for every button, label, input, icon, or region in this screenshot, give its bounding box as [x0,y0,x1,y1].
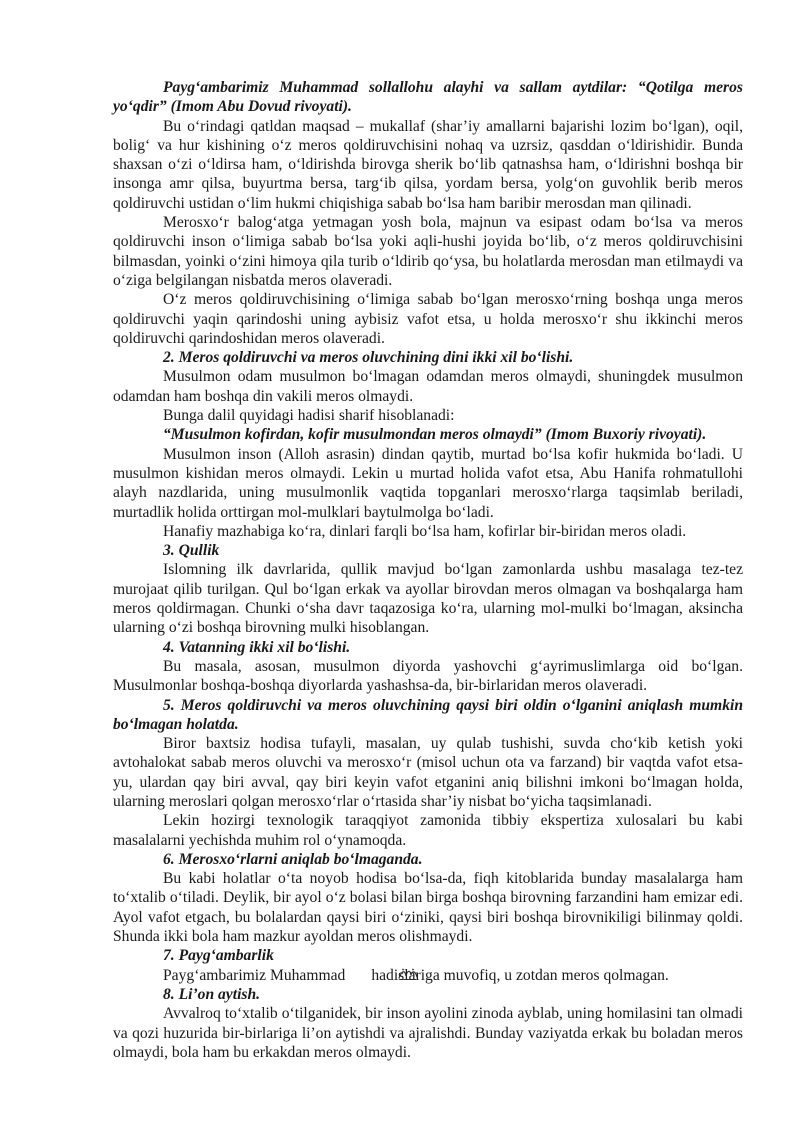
paragraph: Avvalroq to‘xtalib o‘tilganidek, bir inson ayolini zinoda ayblab, uning homilasini tan olmadi va qozi huzurida bir-birlariga li’on aytishdi va ajralishdi. Bunday vaziyatda erkak bu boladan meros olmaydi, bola ham bu erkakdan meros olmaydi. [113,1005,743,1061]
paragraph: Hanafiy mazhabiga ko‘ra, dinlari farqli bo‘lsa ham, kofirlar bir-biridan meros oladi. [163,522,687,540]
hadith-quote: Payg‘ambarimiz Muhammad sollallohu alayhi va sallam aytdilar: “Qotilga meros yo‘qdir” (Imom Abu Dovud rivoyati). [113,79,743,116]
section-heading-6: 6. Merosxo‘rlarni aniqlab bo‘lmaganda. [163,850,423,868]
section-heading-8: 8. Li’on aytish. [163,985,261,1003]
paragraph: Bunga dalil quyidagi hadisi sharif hisoblanadi: [163,407,455,425]
paragraph [113,966,743,985]
paragraph: Bu kabi holatlar o‘ta noyob hodisa bo‘lsa-da, fiqh kitoblarida bunday masalalarga ham to‘xtalib o‘tiladi. Deylik, bir ayol o‘z bolasi bilan birga boshqa birovning farzandini ham emizar edi. Ayol vafot etgach, bu bolalardan qaysi biri o‘ziniki, qaysi biri boshqa birovnikiligi bilinmay qoldi. Shunda ikki bola ham mazkur ayoldan meros olishmaydi. [113,870,743,946]
seal-line-end: hadislariga muvofiq, u zotdan meros qolmagan. [371,966,669,984]
section-heading-2: 2. Meros qoldiruvchi va meros oluvchining dini ikki xil bo‘lishi. [163,349,574,367]
section-heading-5: 5. Meros qoldiruvchi va meros oluvchining qaysi biri oldin o‘lganini aniqlash mumkin bo‘lmagan holatda. [113,696,743,733]
paragraph: O‘z meros qoldiruvchisining o‘limiga sabab bo‘lgan merosxo‘rning boshqa unga meros qoldiruvchi yaqin qarindoshi uning aybisiz vafot etsa, u holda merosxo‘r shu ikkinchi meros qoldiruvchi qarindoshidan meros olaveradi. [113,291,743,347]
paragraph: Islomning ilk davrlarida, qullik mavjud bo‘lgan zamonlarda ushbu masalaga tez-tez murojaat qilib turilgan. Qul bo‘lgan erkak va ayollar birovdan meros olmagan va boshqalarga ham meros qoldirmagan. Chunki o‘sha davr taqazosiga ko‘ra, ularning mol-mulki bo‘lmagan, aksincha ularning o‘zi boshqa birovning mulki hisoblangan. [113,561,743,637]
paragraph: Biror baxtsiz hodisa tufayli, masalan, uy qulab tushishi, suvda cho‘kib ketish yoki avtohalokat sabab meros oluvchi va merosxo‘r (misol uchun ota va farzand) bir vaqtda vafot etsa-yu, ulardan qay biri avval, qay biri keyin vafot etganini aniq bilishni imkoni bo‘lmagan holda, ularning meroslari qolgan merosxo‘rlar o‘rtasida shar’iy nisbat bo‘yicha taqsimlanadi. [113,735,743,810]
section-heading-4: 4. Vatanning ikki xil bo‘lishi. [163,638,351,656]
section-heading-7: 7. Payg‘ambarlik [163,947,274,965]
paragraph: Merosxo‘r balog‘atga yetmagan yosh bola, majnun va esipast odam bo‘lsa va meros qoldiruvchi inson o‘limiga sabab bo‘lsa yoki aqli-hushi joyida bo‘lib, o‘z meros qoldiruvchisini bilmasdan, yoinki o‘zini himoya qila turib o‘ldirib qo‘ysa, bu holatlarda merosdan man etilmaydi va o‘ziga belgilangan nisbatda meros olaveradi. [113,214,743,289]
paragraph: Lekin hozirgi texnologik taraqqiyot zamonida tibbiy ekspertiza xulosalari bu kabi masalalarni yechishda muhim rol o‘ynamoqda. [113,812,743,849]
paragraph: Bu o‘rindagi qatldan maqsad – mukallaf (shar’iy amallarni bajarishi lozim bo‘lgan), oqil, bolig‘ va hur kishining o‘z meros qoldiruvchisini nohaq va uzrsiz, qasddan o‘ldirishidir. Bunda shaxsan o‘zi o‘ldirsa ham, o‘ldirishda birovga sherik bo‘lib qatnashsa ham, o‘ldirishni boshqa bir insonga amr qilsa, buyurtma bersa, targ‘ib qilsa, yordam bersa, yolg‘on guvohlik berib meros qoldiruvchi ustidan o‘lim hukmi chiqishiga sabab bo‘lsa ham baribir merosdan man qilinadi. [113,117,743,212]
paragraph: Bu masala, asosan, musulmon diyorda yashovchi g‘ayrimuslimlarga oid bo‘lgan. Musulmonlar boshqa-boshqa diyorlarda yashashsa-da, bir-birlaridan meros olaveradi. [113,657,743,695]
salawat-calligraphy-icon [347,967,369,981]
hadith-quote: “Musulmon kofirdan, kofir musulmondan meros olmaydi” (Imom Buxoriy rivoyati). [163,426,707,444]
paragraph: Musulmon odam musulmon bo‘lmagan odamdan meros olmaydi, shuningdek musulmon odamdan ham boshqa din vakili meros olmaydi. [113,368,743,405]
paragraph: Musulmon inson (Alloh asrasin) dindan qaytib, murtad bo‘lsa kofir hukmida bo‘ladi. U musulmon kishidan meros olmaydi. Lekin u murtad holida vafot etsa, Abu Hanifa rohmatullohi alayh nazdlarida, uning musulmonlik vaqtida topganlari merosxo‘rlarga taqsimlab beriladi, murtadlik holida orttirgan mol-mulklari baytulmolga bo‘ladi. [113,445,743,521]
section-heading-3: 3. Qullik [163,542,220,560]
seal-line-start: Payg‘ambarimiz Muhammad [163,966,346,984]
